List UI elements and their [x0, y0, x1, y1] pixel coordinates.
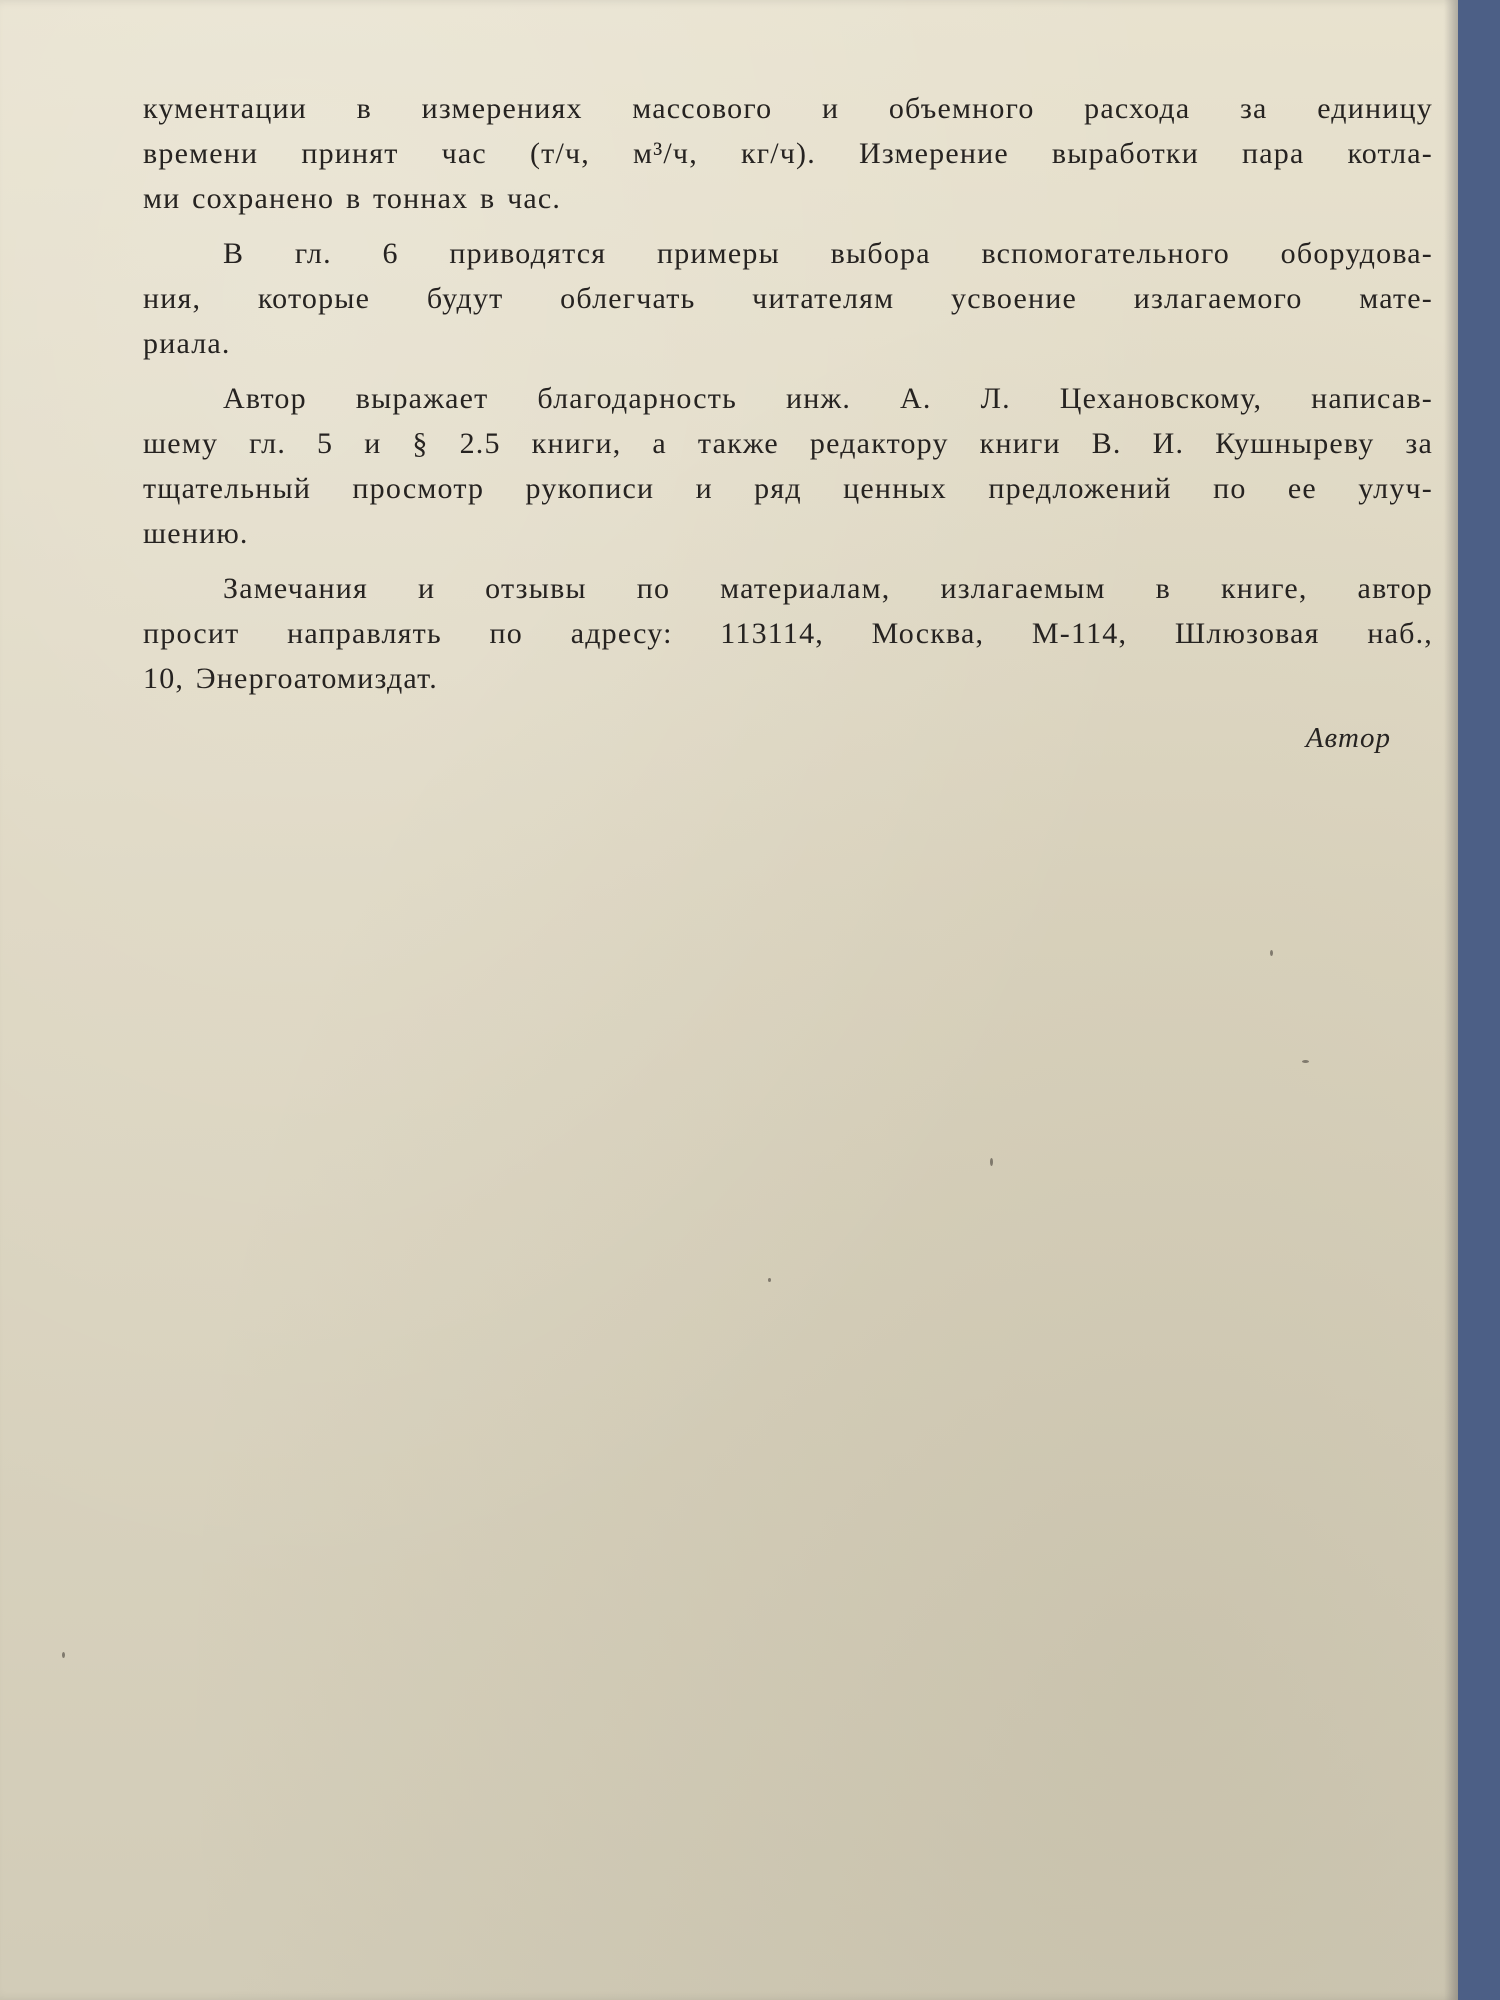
paper-speck — [1270, 950, 1273, 956]
paper-speck — [990, 1158, 993, 1166]
text-line: времени принят час (т/ч, м³/ч, кг/ч). Измерение выработки пара котла- — [143, 137, 1433, 170]
text-line: ми сохранено в тоннах в час. — [143, 182, 562, 215]
author-signature: Автор — [1305, 722, 1391, 754]
text-line: шению. — [143, 517, 249, 550]
text-line: шему гл. 5 и § 2.5 книги, а также редактору книги В. И. Кушныреву за — [143, 427, 1433, 460]
paper-speck — [62, 1652, 65, 1658]
text-line: тщательный просмотр рукописи и ряд ценных предложений по ее улуч- — [143, 472, 1433, 505]
text-line: просит направлять по адресу: 113114, Москва, М-114, Шлюзовая наб., — [143, 617, 1433, 650]
paragraph-acknowledgements — [143, 376, 1433, 556]
text-block — [143, 86, 1433, 711]
paper-speck — [768, 1278, 771, 1282]
text-line: 10, Энергоатомиздат. — [143, 662, 438, 695]
paper-speck — [1302, 1060, 1309, 1063]
page-edge — [1444, 0, 1458, 2000]
text-line: кументации в измерениях массового и объемного расхода за единицу — [143, 92, 1433, 125]
paragraph-feedback-address — [143, 566, 1433, 701]
text-line: Автор выражает благодарность инж. А. Л. Цехановскому, написав- — [223, 382, 1433, 415]
text-line: риала. — [143, 327, 231, 360]
paragraph-units — [143, 86, 1433, 221]
paragraph-chapter-6 — [143, 231, 1433, 366]
text-line: ния, которые будут облегчать читателям усвоение излагаемого мате- — [143, 282, 1433, 315]
text-line: Замечания и отзывы по материалам, излагаемым в книге, автор — [223, 572, 1433, 605]
text-line: В гл. 6 приводятся примеры выбора вспомогательного оборудова- — [223, 237, 1433, 270]
